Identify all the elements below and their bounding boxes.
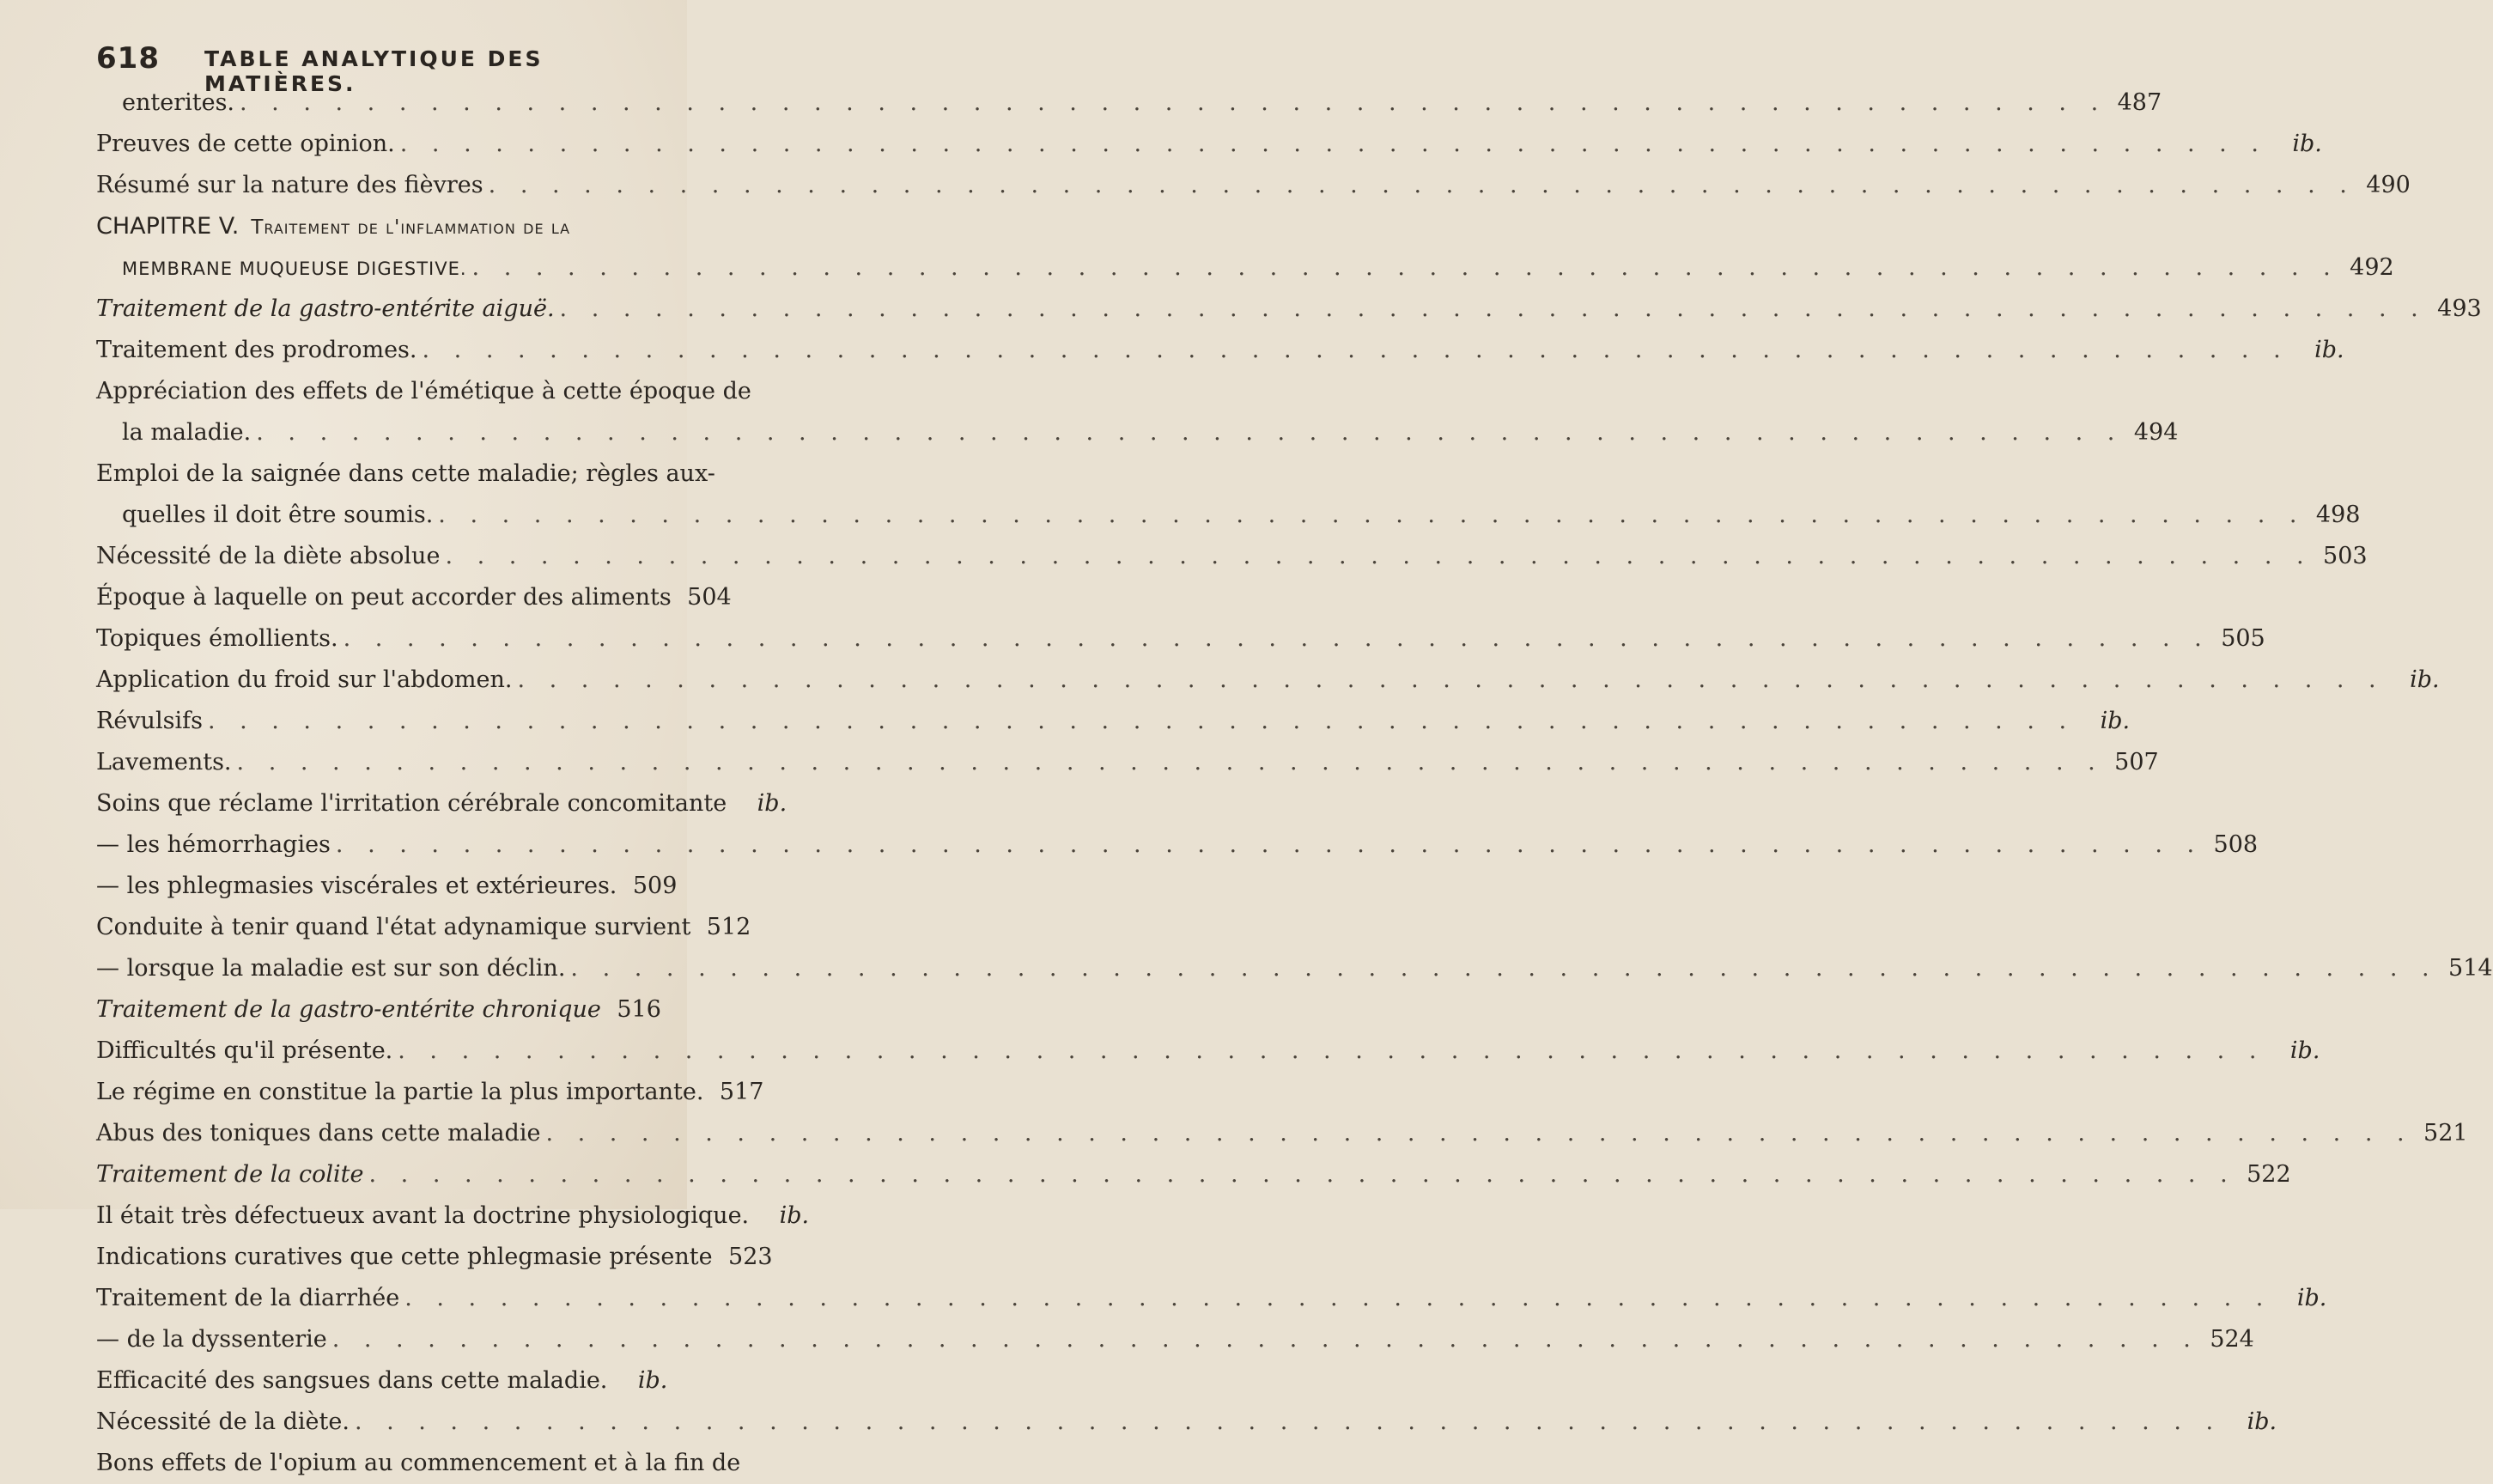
entry-title: — les phlegmasies viscérales et extérieures. xyxy=(96,873,617,899)
dot-leader xyxy=(489,165,2356,206)
page-reference: 498 xyxy=(2315,502,2361,528)
entry-title: Époque à laquelle on peut accorder des aliments xyxy=(96,584,672,611)
page-reference: ib. xyxy=(2314,337,2344,363)
page-reference: ib. xyxy=(2289,1037,2320,1064)
page-reference: 523 xyxy=(728,1244,773,1270)
page-reference: ib. xyxy=(637,1367,668,1394)
table-of-contents xyxy=(96,82,2493,1484)
running-head: TABLE ANALYTIQUE DES MATIÈRES. xyxy=(204,46,544,96)
entry-title: Lavements. xyxy=(96,749,232,775)
dot-leader xyxy=(400,124,2267,165)
dot-leader xyxy=(517,660,2384,701)
dot-leader xyxy=(256,412,2123,453)
entry-title: Topiques émollients. xyxy=(96,625,338,652)
entry-title: Bons effets de l'opium au commencement et à la fin de xyxy=(96,1450,741,1476)
toc-entry xyxy=(96,453,715,495)
dot-leader xyxy=(404,1278,2271,1319)
entry-title: quelles il doit être soumis. xyxy=(122,502,434,528)
entry-title: Preuves de cette opinion. xyxy=(96,131,395,157)
entry-title: Conduite à tenir quand l'état adynamique survient xyxy=(96,914,691,940)
toc-entry xyxy=(96,577,732,618)
toc-entry xyxy=(96,1113,2468,1154)
page-reference: 514 xyxy=(2448,955,2493,982)
toc-entry xyxy=(96,289,2482,330)
entry-title: Nécessité de la diète absolue xyxy=(96,543,441,569)
page-reference: ib. xyxy=(2296,1285,2327,1311)
toc-entry xyxy=(96,124,2322,165)
entry-title: Abus des toniques dans cette maladie xyxy=(96,1120,541,1146)
page-reference: 517 xyxy=(719,1079,764,1105)
page-reference: 507 xyxy=(2114,749,2159,775)
entry-title: Soins que réclame l'irritation cérébrale concomitante xyxy=(96,790,727,817)
entry-title: Révulsifs xyxy=(96,708,203,734)
entry-title: Traitement de la gastro-entérite aiguë. xyxy=(96,295,555,322)
page-reference: 509 xyxy=(632,873,678,899)
toc-entry xyxy=(96,618,2265,660)
toc-entry xyxy=(96,1402,2277,1443)
dot-leader xyxy=(545,1113,2412,1154)
page-reference: 503 xyxy=(2323,543,2368,569)
toc-entry xyxy=(96,82,2162,124)
dot-leader xyxy=(438,495,2305,536)
page-reference: 490 xyxy=(2366,172,2411,198)
entry-title: Application du froid sur l'abdomen. xyxy=(96,666,513,693)
entry-title: enterites. xyxy=(122,89,235,116)
entry-title: MEMBRANE MUQUEUSE DIGESTIVE. xyxy=(122,258,467,279)
toc-entry xyxy=(96,536,2368,577)
toc-entry xyxy=(96,1072,764,1113)
page-reference: ib. xyxy=(2100,708,2131,734)
toc-entry xyxy=(96,948,2493,989)
entry-title: Nécessité de la diète. xyxy=(96,1408,350,1435)
page-reference: 521 xyxy=(2423,1120,2468,1146)
dot-leader xyxy=(398,1031,2265,1072)
entry-title: la maladie. xyxy=(122,419,252,446)
entry-title: — les hémorrhagies xyxy=(96,831,331,858)
toc-entry xyxy=(96,206,654,247)
entry-title: Résumé sur la nature des fièvres xyxy=(96,172,483,198)
dot-leader xyxy=(472,247,2339,289)
entry-title: Le régime en constitue la partie la plus importante. xyxy=(96,1079,704,1105)
entry-title: Efficacité des sangsues dans cette maladie. xyxy=(96,1367,608,1394)
toc-entry xyxy=(96,1154,2291,1195)
toc-entry xyxy=(96,1195,810,1237)
dot-leader xyxy=(240,82,2107,124)
toc-entry xyxy=(96,742,2159,783)
toc-entry xyxy=(96,783,787,824)
page-header xyxy=(96,41,635,96)
page-reference: 487 xyxy=(2117,89,2162,116)
toc-entry xyxy=(96,824,2259,866)
entry-title: — lorsque la maladie est sur son déclin. xyxy=(96,955,566,982)
page-reference: ib. xyxy=(2410,666,2440,693)
dot-leader xyxy=(445,536,2312,577)
page-reference: 508 xyxy=(2213,831,2259,858)
page-reference: 516 xyxy=(617,996,661,1023)
page-reference: 524 xyxy=(2210,1326,2254,1353)
page-reference: 494 xyxy=(2133,419,2179,446)
toc-entry xyxy=(96,1360,668,1402)
toc-entry xyxy=(96,371,751,412)
dot-leader xyxy=(560,289,2427,330)
toc-entry xyxy=(96,1278,2327,1319)
toc-entry xyxy=(96,701,2131,742)
entry-title: Traitement de la diarrhée xyxy=(96,1285,400,1311)
entry-title: — de la dyssenterie xyxy=(96,1326,327,1353)
toc-entry xyxy=(96,247,2394,289)
dot-leader xyxy=(355,1402,2222,1443)
page-reference: 492 xyxy=(2350,254,2394,281)
toc-entry xyxy=(96,866,678,907)
page-reference: 522 xyxy=(2247,1161,2291,1188)
dot-leader xyxy=(369,1154,2236,1195)
toc-entry xyxy=(96,1319,2254,1360)
page-reference: ib. xyxy=(2247,1408,2277,1435)
page-reference: ib. xyxy=(757,790,787,817)
entry-title: Emploi de la saignée dans cette maladie; règles aux- xyxy=(96,460,715,487)
entry-title: Indications curatives que cette phlegmasie présente xyxy=(96,1244,713,1270)
dot-leader xyxy=(423,330,2289,371)
toc-entry xyxy=(96,1443,741,1484)
page-reference: 512 xyxy=(706,914,751,940)
page-reference: 493 xyxy=(2437,295,2482,322)
toc-entry xyxy=(96,495,2361,536)
toc-entry xyxy=(96,165,2411,206)
toc-entry xyxy=(96,660,2440,701)
toc-entry xyxy=(96,1237,773,1278)
toc-entry xyxy=(96,412,2179,453)
page-number: 618 xyxy=(96,41,160,76)
dot-leader xyxy=(336,824,2203,866)
entry-title: Appréciation des effets de l'émétique à cette époque de xyxy=(96,378,751,404)
toc-entry xyxy=(96,1031,2320,1072)
entry-title: Difficultés qu'il présente. xyxy=(96,1037,393,1064)
page-reference: 505 xyxy=(2221,625,2265,652)
entry-title: Traitement de la gastro-entérite chronique xyxy=(96,996,601,1023)
dot-leader xyxy=(344,618,2210,660)
entry-title: CHAPITRE V. Traitement de l'inflammation de la xyxy=(96,213,571,240)
page-reference: ib. xyxy=(779,1202,810,1229)
entry-title: Traitement des prodromes. xyxy=(96,337,417,363)
page-reference: ib. xyxy=(2292,131,2322,157)
page-reference: 504 xyxy=(687,584,732,611)
toc-entry xyxy=(96,907,751,948)
entry-title: Il était très défectueux avant la doctrine physiologique. xyxy=(96,1202,750,1229)
toc-entry xyxy=(96,989,661,1031)
entry-title: Traitement de la colite xyxy=(96,1161,364,1188)
toc-entry xyxy=(96,330,2344,371)
dot-leader xyxy=(332,1319,2199,1360)
dot-leader xyxy=(237,742,2104,783)
chapter-subtitle: Traitement de l'inflammation de la xyxy=(251,216,571,239)
dot-leader xyxy=(208,701,2075,742)
dot-leader xyxy=(570,948,2437,989)
